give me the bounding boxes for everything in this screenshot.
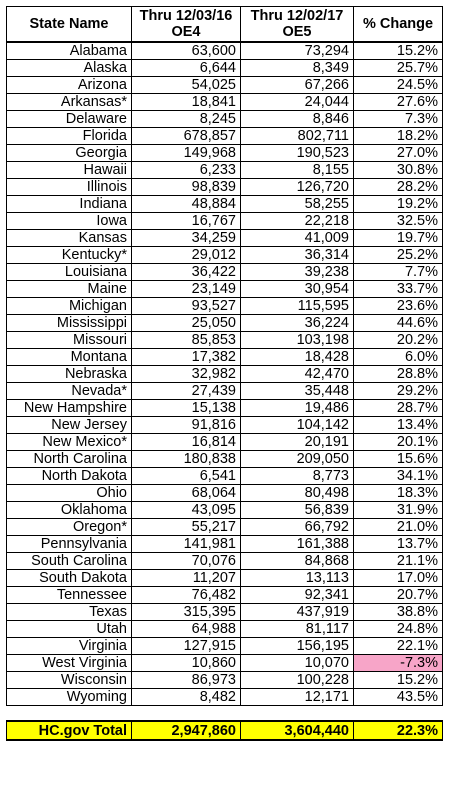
oe5-cell: 84,868 <box>241 553 354 570</box>
oe5-cell: 24,044 <box>241 94 354 111</box>
percent-change-cell: 27.6% <box>354 94 443 111</box>
spacer-cell <box>241 706 354 722</box>
state-name-cell: New Hampshire <box>7 400 132 417</box>
table-row <box>7 213 443 230</box>
percent-change-cell: 24.8% <box>354 621 443 638</box>
state-name-cell: Florida <box>7 128 132 145</box>
percent-change-cell: 24.5% <box>354 77 443 94</box>
oe4-cell: 8,482 <box>132 689 241 706</box>
state-name-cell: Alabama <box>7 42 132 60</box>
table-row <box>7 519 443 536</box>
oe5-cell: 209,050 <box>241 451 354 468</box>
oe4-cell: 70,076 <box>132 553 241 570</box>
oe5-cell: 36,314 <box>241 247 354 264</box>
state-name-cell: Georgia <box>7 145 132 162</box>
oe5-cell: 156,195 <box>241 638 354 655</box>
percent-change-cell: 25.2% <box>354 247 443 264</box>
percent-change-cell: 31.9% <box>354 502 443 519</box>
table-row <box>7 315 443 332</box>
table-row <box>7 111 443 128</box>
table-row <box>7 587 443 604</box>
table-row <box>7 672 443 689</box>
percent-change-cell: 7.7% <box>354 264 443 281</box>
state-name-cell: Michigan <box>7 298 132 315</box>
state-name-cell: Texas <box>7 604 132 621</box>
state-name-cell: Iowa <box>7 213 132 230</box>
percent-change-cell: 13.7% <box>354 536 443 553</box>
state-name-cell: Pennsylvania <box>7 536 132 553</box>
table-row <box>7 349 443 366</box>
percent-change-cell: 27.0% <box>354 145 443 162</box>
oe4-cell: 68,064 <box>132 485 241 502</box>
oe5-cell: 22,218 <box>241 213 354 230</box>
oe4-cell: 91,816 <box>132 417 241 434</box>
state-name-cell: Arkansas* <box>7 94 132 111</box>
table-row <box>7 400 443 417</box>
oe5-cell: 802,711 <box>241 128 354 145</box>
table-row <box>7 332 443 349</box>
oe4-cell: 55,217 <box>132 519 241 536</box>
state-name-cell: Virginia <box>7 638 132 655</box>
oe4-cell: 141,981 <box>132 536 241 553</box>
oe5-cell: 58,255 <box>241 196 354 213</box>
table-body <box>7 42 443 706</box>
percent-change-cell: 33.7% <box>354 281 443 298</box>
percent-change-cell: 43.5% <box>354 689 443 706</box>
header-oe4-label: OE4 <box>171 24 201 40</box>
table-row <box>7 196 443 213</box>
oe5-cell: 39,238 <box>241 264 354 281</box>
header-oe5 <box>241 7 354 43</box>
percent-change-cell: 7.3% <box>354 111 443 128</box>
percent-change-cell: 21.0% <box>354 519 443 536</box>
percent-change-cell: 19.2% <box>354 196 443 213</box>
oe5-cell: 8,155 <box>241 162 354 179</box>
percent-change-cell: 29.2% <box>354 383 443 400</box>
table-header <box>7 7 443 43</box>
table-row <box>7 281 443 298</box>
oe4-cell: 76,482 <box>132 587 241 604</box>
state-name-cell: North Dakota <box>7 468 132 485</box>
table-row <box>7 77 443 94</box>
oe4-cell: 25,050 <box>132 315 241 332</box>
total-oe5: 3,604,440 <box>241 721 354 740</box>
percent-change-cell: 44.6% <box>354 315 443 332</box>
table-row <box>7 264 443 281</box>
state-name-cell: Nevada* <box>7 383 132 400</box>
oe5-cell: 100,228 <box>241 672 354 689</box>
oe4-cell: 149,968 <box>132 145 241 162</box>
state-name-cell: Nebraska <box>7 366 132 383</box>
oe4-cell: 34,259 <box>132 230 241 247</box>
state-name-cell: Mississippi <box>7 315 132 332</box>
oe5-cell: 115,595 <box>241 298 354 315</box>
spacer-cell <box>354 706 443 722</box>
state-name-cell: Montana <box>7 349 132 366</box>
oe5-cell: 8,349 <box>241 60 354 77</box>
header-row <box>7 7 443 43</box>
state-name-cell: Missouri <box>7 332 132 349</box>
table-row <box>7 230 443 247</box>
percent-change-cell: 17.0% <box>354 570 443 587</box>
oe4-cell: 678,857 <box>132 128 241 145</box>
oe4-cell: 16,814 <box>132 434 241 451</box>
oe5-cell: 104,142 <box>241 417 354 434</box>
percent-change-cell: 32.5% <box>354 213 443 230</box>
state-name-cell: Maine <box>7 281 132 298</box>
oe4-cell: 127,915 <box>132 638 241 655</box>
oe4-cell: 6,233 <box>132 162 241 179</box>
oe5-cell: 56,839 <box>241 502 354 519</box>
oe4-cell: 18,841 <box>132 94 241 111</box>
table-row <box>7 179 443 196</box>
table-row <box>7 383 443 400</box>
table-row <box>7 689 443 706</box>
state-name-cell: South Carolina <box>7 553 132 570</box>
state-name-cell: Indiana <box>7 196 132 213</box>
state-name-cell: North Carolina <box>7 451 132 468</box>
oe5-cell: 35,448 <box>241 383 354 400</box>
oe5-cell: 80,498 <box>241 485 354 502</box>
oe5-cell: 20,191 <box>241 434 354 451</box>
oe5-cell: 18,428 <box>241 349 354 366</box>
state-name-cell: Alaska <box>7 60 132 77</box>
percent-change-cell: -7.3% <box>354 655 443 672</box>
state-name-cell: Oklahoma <box>7 502 132 519</box>
total-row <box>7 721 443 740</box>
table-row <box>7 298 443 315</box>
oe4-cell: 6,644 <box>132 60 241 77</box>
oe5-cell: 92,341 <box>241 587 354 604</box>
oe5-cell: 81,117 <box>241 621 354 638</box>
oe4-cell: 6,541 <box>132 468 241 485</box>
state-name-cell: New Mexico* <box>7 434 132 451</box>
table-row <box>7 570 443 587</box>
oe4-cell: 29,012 <box>132 247 241 264</box>
percent-change-cell: 6.0% <box>354 349 443 366</box>
state-name-cell: Oregon* <box>7 519 132 536</box>
percent-change-cell: 28.2% <box>354 179 443 196</box>
header-oe5-label: OE5 <box>282 24 312 40</box>
percent-change-cell: 30.8% <box>354 162 443 179</box>
state-name-cell: West Virginia <box>7 655 132 672</box>
oe5-cell: 126,720 <box>241 179 354 196</box>
oe4-cell: 15,138 <box>132 400 241 417</box>
state-name-cell: Illinois <box>7 179 132 196</box>
state-name-cell: Hawaii <box>7 162 132 179</box>
oe5-cell: 41,009 <box>241 230 354 247</box>
table-row <box>7 451 443 468</box>
oe5-cell: 67,266 <box>241 77 354 94</box>
state-name-cell: Kentucky* <box>7 247 132 264</box>
state-name-cell: Delaware <box>7 111 132 128</box>
state-name-cell: New Jersey <box>7 417 132 434</box>
oe4-cell: 93,527 <box>132 298 241 315</box>
oe4-cell: 11,207 <box>132 570 241 587</box>
percent-change-cell: 22.1% <box>354 638 443 655</box>
table-row <box>7 42 443 60</box>
total-percent-change: 22.3% <box>354 721 443 740</box>
oe5-cell: 8,773 <box>241 468 354 485</box>
oe5-cell: 10,070 <box>241 655 354 672</box>
percent-change-cell: 34.1% <box>354 468 443 485</box>
oe4-cell: 16,767 <box>132 213 241 230</box>
oe4-cell: 54,025 <box>132 77 241 94</box>
state-name-cell: South Dakota <box>7 570 132 587</box>
oe4-cell: 315,395 <box>132 604 241 621</box>
table-row <box>7 638 443 655</box>
percent-change-cell: 18.2% <box>354 128 443 145</box>
oe5-cell: 66,792 <box>241 519 354 536</box>
oe5-cell: 103,198 <box>241 332 354 349</box>
spacer-cell <box>7 706 132 722</box>
percent-change-cell: 28.7% <box>354 400 443 417</box>
table-row <box>7 621 443 638</box>
header-oe4 <box>132 7 241 43</box>
state-name-cell: Kansas <box>7 230 132 247</box>
state-name-cell: Wisconsin <box>7 672 132 689</box>
oe4-cell: 48,884 <box>132 196 241 213</box>
spacer-row <box>7 706 443 722</box>
oe4-cell: 27,439 <box>132 383 241 400</box>
percent-change-cell: 20.1% <box>354 434 443 451</box>
header-oe4-date: Thru 12/03/16 <box>139 8 233 24</box>
table-row <box>7 60 443 77</box>
percent-change-cell: 23.6% <box>354 298 443 315</box>
oe4-cell: 64,988 <box>132 621 241 638</box>
percent-change-cell: 18.3% <box>354 485 443 502</box>
table-row <box>7 145 443 162</box>
oe4-cell: 23,149 <box>132 281 241 298</box>
spacer-cell <box>132 706 241 722</box>
oe4-cell: 32,982 <box>132 366 241 383</box>
percent-change-cell: 15.2% <box>354 672 443 689</box>
percent-change-cell: 21.1% <box>354 553 443 570</box>
table-row <box>7 553 443 570</box>
state-name-cell: Ohio <box>7 485 132 502</box>
header-oe5-date: Thru 12/02/17 <box>250 8 344 24</box>
percent-change-cell: 25.7% <box>354 60 443 77</box>
table-row <box>7 434 443 451</box>
percent-change-cell: 15.2% <box>354 42 443 60</box>
percent-change-cell: 28.8% <box>354 366 443 383</box>
oe4-cell: 10,860 <box>132 655 241 672</box>
table-row <box>7 536 443 553</box>
table-row <box>7 162 443 179</box>
percent-change-cell: 15.6% <box>354 451 443 468</box>
oe4-cell: 98,839 <box>132 179 241 196</box>
oe5-cell: 73,294 <box>241 42 354 60</box>
oe5-cell: 30,954 <box>241 281 354 298</box>
total-label: HC.gov Total <box>7 721 132 740</box>
table-row <box>7 655 443 672</box>
oe5-cell: 36,224 <box>241 315 354 332</box>
oe4-cell: 85,853 <box>132 332 241 349</box>
oe4-cell: 63,600 <box>132 42 241 60</box>
total-oe4: 2,947,860 <box>132 721 241 740</box>
oe5-cell: 190,523 <box>241 145 354 162</box>
table-row <box>7 247 443 264</box>
state-name-cell: Wyoming <box>7 689 132 706</box>
oe5-cell: 161,388 <box>241 536 354 553</box>
enrollment-table <box>6 6 443 741</box>
oe5-cell: 42,470 <box>241 366 354 383</box>
oe4-cell: 180,838 <box>132 451 241 468</box>
table-row <box>7 468 443 485</box>
table-row <box>7 417 443 434</box>
spreadsheet <box>6 6 442 741</box>
table-row <box>7 366 443 383</box>
percent-change-cell: 20.7% <box>354 587 443 604</box>
state-name-cell: Louisiana <box>7 264 132 281</box>
oe5-cell: 19,486 <box>241 400 354 417</box>
percent-change-cell: 20.2% <box>354 332 443 349</box>
header-state-name: State Name <box>7 7 132 43</box>
header-percent-change: % Change <box>354 7 443 43</box>
state-name-cell: Tennessee <box>7 587 132 604</box>
state-name-cell: Arizona <box>7 77 132 94</box>
oe4-cell: 43,095 <box>132 502 241 519</box>
table-row <box>7 604 443 621</box>
oe4-cell: 8,245 <box>132 111 241 128</box>
percent-change-cell: 13.4% <box>354 417 443 434</box>
oe4-cell: 86,973 <box>132 672 241 689</box>
state-name-cell: Utah <box>7 621 132 638</box>
table-row <box>7 485 443 502</box>
oe5-cell: 437,919 <box>241 604 354 621</box>
oe4-cell: 36,422 <box>132 264 241 281</box>
table-row <box>7 502 443 519</box>
oe5-cell: 12,171 <box>241 689 354 706</box>
oe4-cell: 17,382 <box>132 349 241 366</box>
table-row <box>7 94 443 111</box>
table-footer <box>7 706 443 741</box>
oe5-cell: 13,113 <box>241 570 354 587</box>
percent-change-cell: 19.7% <box>354 230 443 247</box>
table-row <box>7 128 443 145</box>
percent-change-cell: 38.8% <box>354 604 443 621</box>
oe5-cell: 8,846 <box>241 111 354 128</box>
